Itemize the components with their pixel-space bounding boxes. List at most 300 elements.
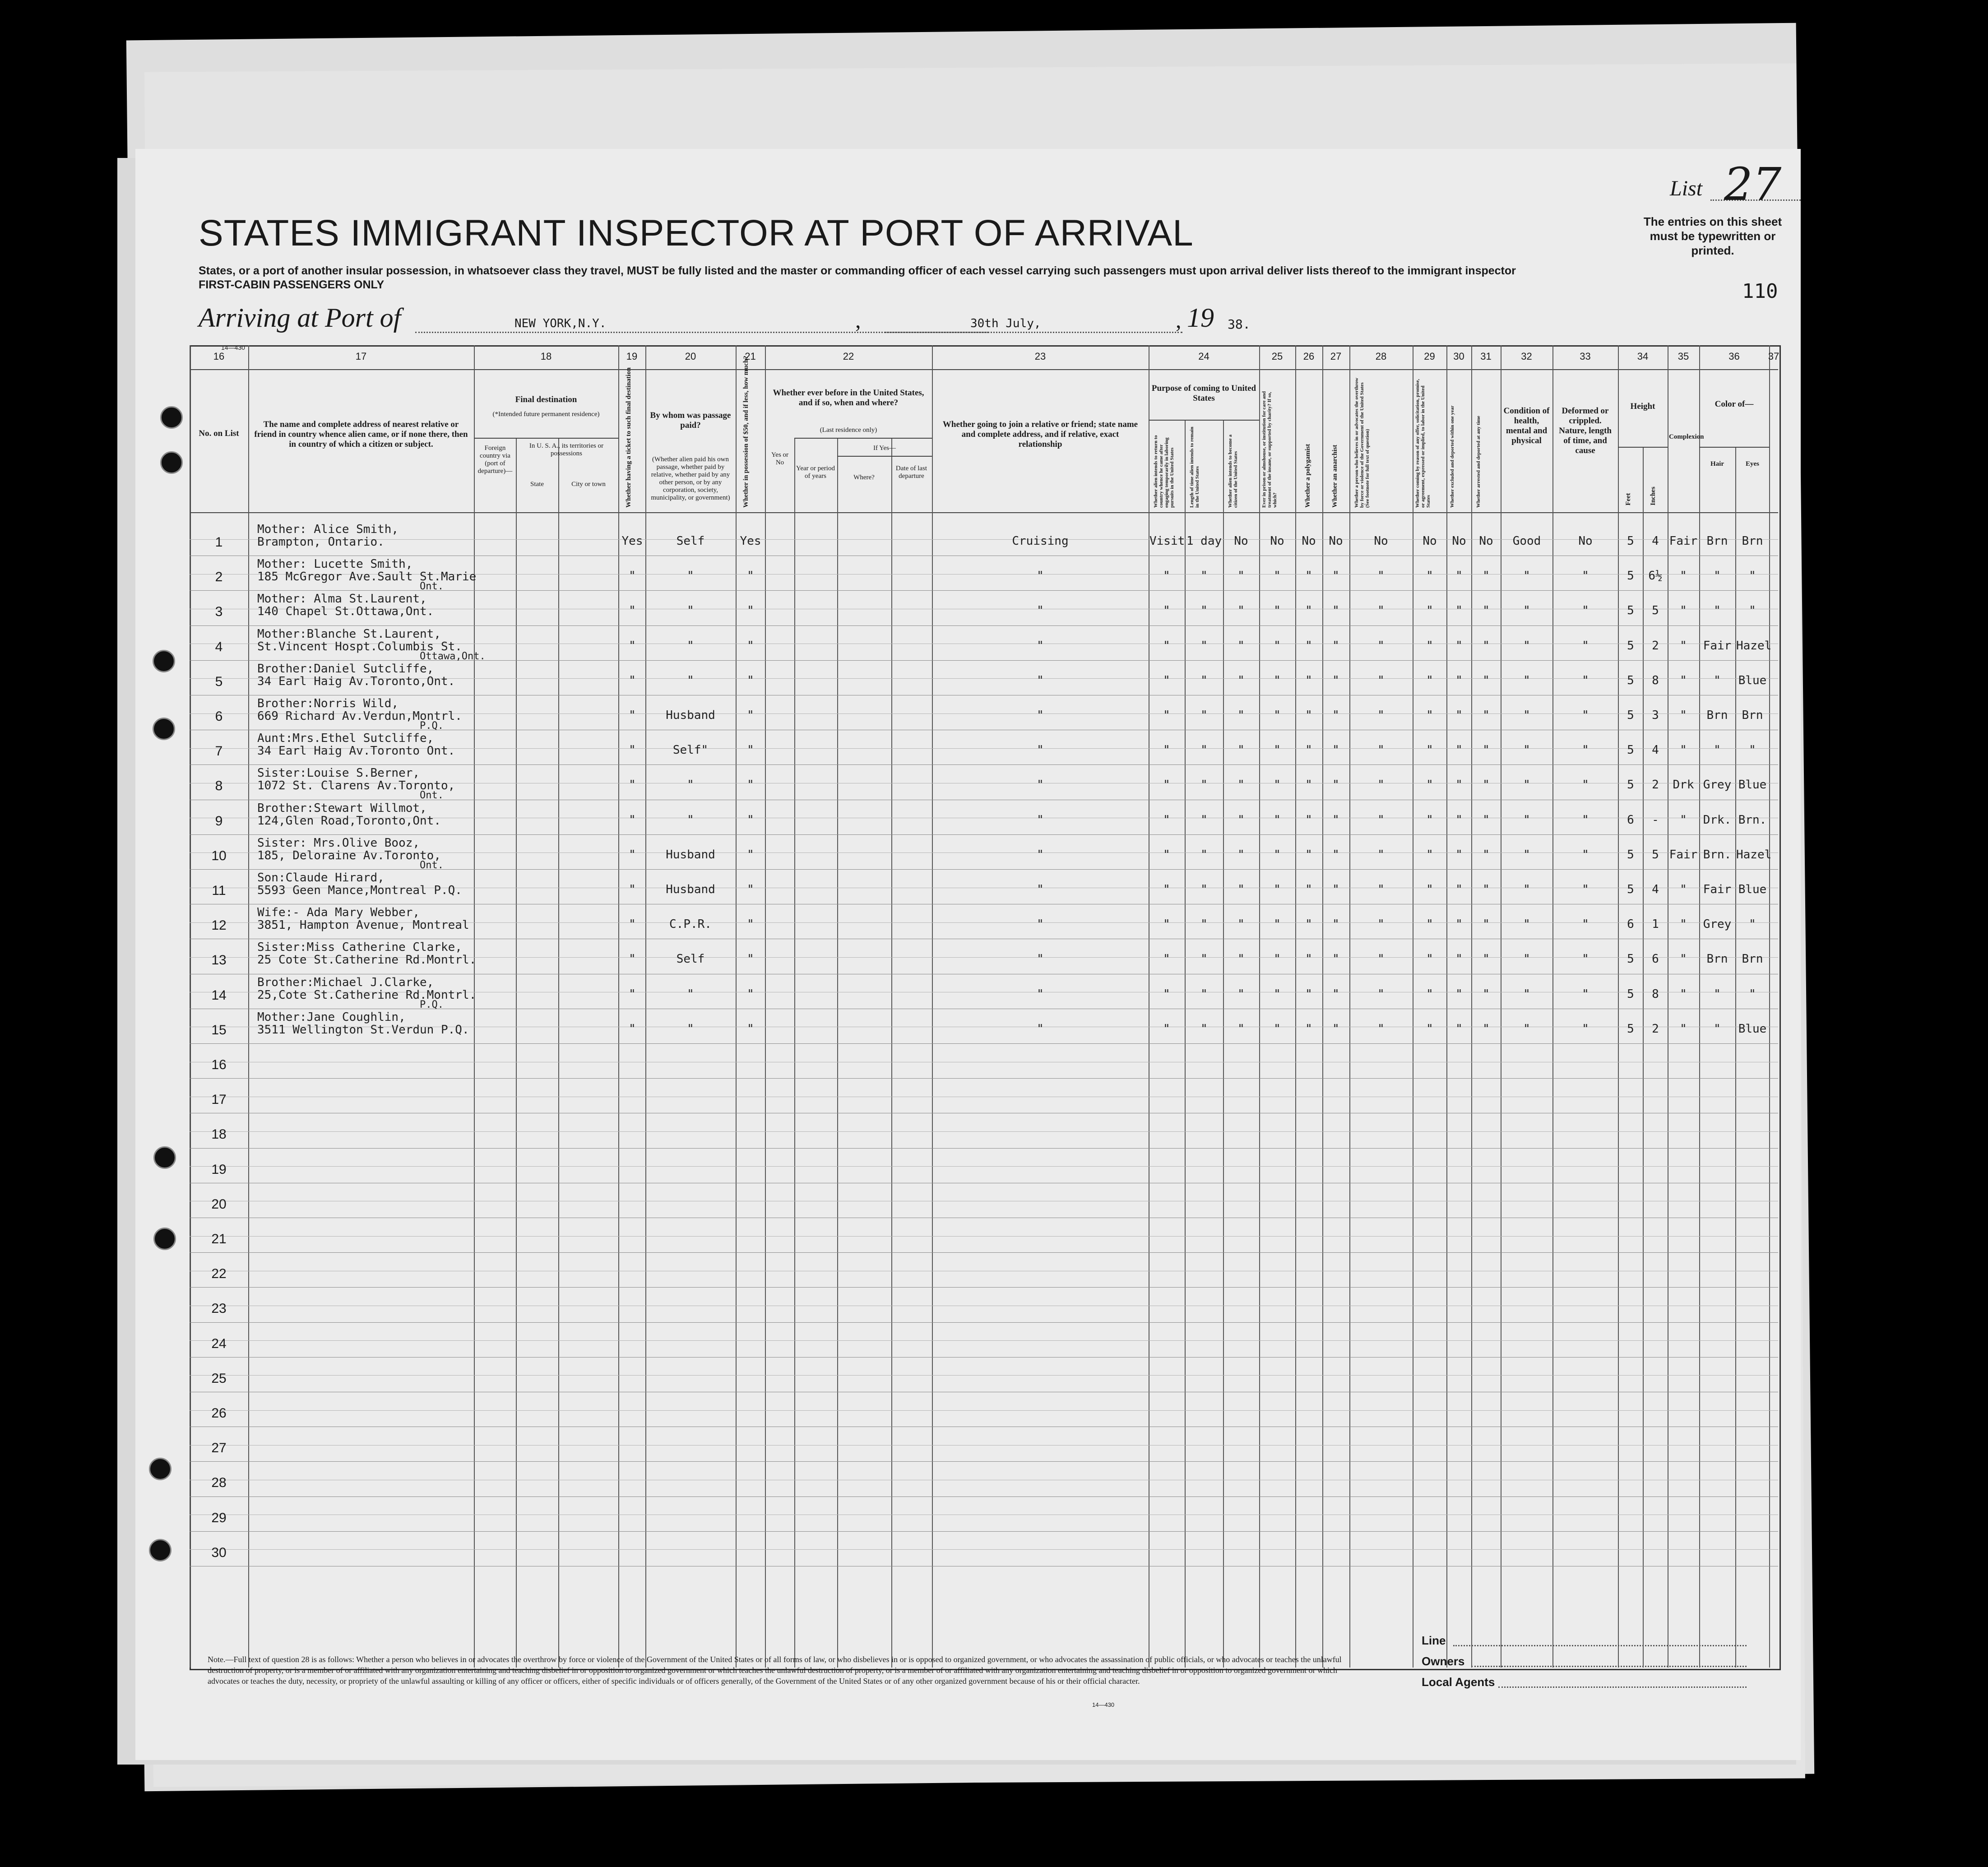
cell-health: "	[1523, 848, 1530, 862]
cell-complexion: "	[1680, 987, 1687, 1001]
cell-p24c: "	[1237, 673, 1245, 687]
cell-c30: "	[1455, 813, 1463, 827]
cell-deformed: No	[1578, 534, 1593, 548]
relative-name: Mother: Alma St.Laurent,	[257, 592, 427, 606]
cell-inches: -	[1652, 813, 1659, 827]
cell-c27: "	[1332, 743, 1339, 757]
header-purpose-b: Length of time alien intends to remain in the United States	[1189, 426, 1200, 508]
cell-paid: "	[687, 673, 694, 687]
cell-c29: "	[1426, 639, 1433, 653]
cell-c29: "	[1426, 952, 1433, 966]
cell-ticket: "	[629, 848, 636, 862]
cell-complexion: "	[1680, 1022, 1687, 1036]
cell-c26: "	[1305, 569, 1312, 583]
cell-p24b: "	[1200, 743, 1208, 757]
cell-complexion: "	[1680, 604, 1687, 618]
cell-p24b: "	[1200, 883, 1208, 896]
cell-c28: "	[1377, 883, 1385, 896]
header-no-on-list: No. on List	[199, 429, 239, 438]
header-polygamist: Whether a polygamist	[1304, 444, 1311, 508]
relative-name: Brother:Daniel Sutcliffe,	[257, 662, 434, 676]
cell-health: "	[1523, 639, 1530, 653]
header-passage-paid: By whom was passage paid?	[650, 411, 731, 430]
cell-health: "	[1523, 917, 1530, 931]
cell-complexion: Fair	[1669, 848, 1698, 862]
header-purpose-c: Whether alien intends to become a citizen of the United States	[1228, 434, 1238, 508]
cell-c26: "	[1305, 1022, 1312, 1036]
row-rule	[190, 1461, 1778, 1462]
cell-c26: "	[1305, 743, 1312, 757]
cell-eyes: Blue	[1738, 673, 1767, 687]
punch-hole	[149, 1458, 171, 1480]
cell-p24a: "	[1163, 883, 1170, 896]
cell-inches: 4	[1652, 883, 1659, 896]
cell-c26: "	[1305, 709, 1312, 722]
cell-c29: No	[1423, 534, 1437, 548]
header-joining-relative: Whether going to join a relative or friend; state name and complete address, and if relative, exact relationship	[942, 420, 1138, 449]
row-rule	[190, 625, 1778, 626]
cell-hair: Brn	[1706, 709, 1728, 722]
cell-eyes: Brn	[1742, 709, 1763, 722]
cell-feet: 5	[1627, 743, 1634, 757]
col-rule	[1769, 345, 1770, 1668]
cell-health: "	[1523, 709, 1530, 722]
cell-ticket: "	[629, 639, 636, 653]
cell-c30: "	[1455, 569, 1463, 583]
punch-hole	[160, 406, 183, 429]
cell-hair: Drk.	[1703, 813, 1732, 827]
header-deformed: Deformed or crippled. Nature, length of time, and cause	[1559, 406, 1612, 455]
cell-c28: No	[1374, 534, 1388, 548]
manifest-sheet	[135, 149, 1801, 1760]
relative-address-cont: Ottawa,Ont.	[420, 650, 486, 662]
header-final-destination-note: (*Intended future permanent residence)	[492, 411, 600, 418]
row-number: 5	[215, 674, 223, 689]
header-q28: Whether a person who believes in or advocates the overthrow by force or violence of the Government of the United States (See footnote for full text of question)	[1354, 377, 1370, 508]
cell-c29: "	[1426, 883, 1433, 896]
cell-fifty: "	[747, 848, 754, 862]
row-number: 22	[211, 1266, 227, 1282]
row-subrule	[190, 1236, 1778, 1237]
cell-p24c: "	[1237, 848, 1245, 862]
list-label: List	[1670, 176, 1703, 200]
cell-p24b: "	[1200, 569, 1208, 583]
column-number: 36	[1728, 351, 1740, 362]
cell-c30: "	[1455, 639, 1463, 653]
cell-joining: "	[1037, 709, 1044, 722]
cell-feet: 5	[1627, 709, 1634, 722]
cell-c25: "	[1274, 883, 1281, 896]
cell-ticket: "	[629, 917, 636, 931]
cell-eyes: "	[1749, 743, 1756, 757]
cell-c31: "	[1483, 987, 1490, 1001]
cell-c31: "	[1483, 604, 1490, 618]
cell-p24a: "	[1163, 813, 1170, 827]
punch-hole	[153, 650, 175, 672]
relative-address: 34 Earl Haig Av.Toronto,Ont.	[257, 674, 455, 688]
col-rule	[1643, 447, 1644, 1668]
row-rule	[190, 1322, 1778, 1323]
cell-hair: "	[1714, 987, 1721, 1001]
cell-c25: "	[1274, 639, 1281, 653]
cell-fifty: "	[747, 604, 754, 618]
cell-feet: 5	[1627, 604, 1634, 618]
header-q31: Whether arrested and deported at any time	[1476, 416, 1481, 508]
cell-c29: "	[1426, 743, 1433, 757]
header-last-residence: (Last residence only)	[820, 426, 877, 434]
cell-c25: "	[1274, 569, 1281, 583]
column-number: 29	[1424, 351, 1435, 362]
line-field	[1453, 1645, 1747, 1646]
relative-name: Wife:- Ada Mary Webber,	[257, 906, 420, 920]
cell-paid: "	[687, 987, 694, 1001]
cell-c28: "	[1377, 813, 1385, 827]
cell-fifty: "	[747, 1022, 754, 1036]
cell-inches: 6½	[1648, 569, 1663, 583]
cell-c25: "	[1274, 952, 1281, 966]
cell-eyes: Brn	[1742, 534, 1763, 548]
cell-paid: "	[687, 569, 694, 583]
cell-c27: "	[1332, 848, 1339, 862]
cell-feet: 5	[1627, 883, 1634, 896]
header-rule	[190, 369, 1778, 370]
cell-deformed: "	[1582, 1022, 1589, 1036]
row-rule	[190, 764, 1778, 765]
cell-health: "	[1523, 604, 1530, 618]
relative-name: Sister:Louise S.Berner,	[257, 766, 420, 780]
cell-deformed: "	[1582, 639, 1589, 653]
cell-hair: "	[1714, 569, 1721, 583]
row-number: 21	[211, 1232, 227, 1246]
cell-ticket: Yes	[621, 534, 643, 548]
header-year-period: Year or period of years	[796, 465, 835, 480]
row-number: 9	[215, 813, 223, 829]
cell-fifty: "	[747, 743, 754, 757]
cell-feet: 5	[1627, 848, 1634, 862]
row-rule	[190, 834, 1778, 835]
column-number: 17	[355, 351, 367, 362]
form-code: 14—430	[1092, 1701, 1115, 1708]
cell-ticket: "	[629, 604, 636, 618]
agents-field	[1498, 1686, 1747, 1688]
cell-joining: "	[1037, 569, 1044, 583]
cell-complexion: "	[1680, 639, 1687, 653]
relative-address: 25 Cote St.Catherine Rd.Montrl.	[257, 953, 477, 967]
cell-c30: "	[1455, 848, 1463, 862]
cell-ticket: "	[629, 813, 636, 827]
row-rule	[190, 1287, 1778, 1288]
cell-p24a: "	[1163, 709, 1170, 722]
cell-c31: "	[1483, 883, 1490, 896]
cell-c27: "	[1332, 1022, 1339, 1036]
cell-deformed: "	[1582, 673, 1589, 687]
cell-c25: "	[1274, 778, 1281, 792]
header-condition: Condition of health, mental and physical	[1503, 406, 1550, 445]
cell-paid: "	[687, 813, 694, 827]
column-number: 28	[1375, 351, 1387, 362]
cell-c27: "	[1332, 778, 1339, 792]
row-number: 14	[211, 987, 227, 1003]
cell-joining: Cruising	[1012, 534, 1069, 548]
cell-c29: "	[1426, 778, 1433, 792]
cell-complexion: "	[1680, 709, 1687, 722]
cell-p24a: "	[1163, 743, 1170, 757]
punch-hole	[160, 451, 183, 474]
row-rule	[190, 1148, 1778, 1149]
cell-c30: "	[1455, 709, 1463, 722]
cell-joining: "	[1037, 813, 1044, 827]
cell-p24a: "	[1163, 987, 1170, 1001]
cell-hair: Brn	[1706, 534, 1728, 548]
cell-joining: "	[1037, 639, 1044, 653]
cell-fifty: "	[747, 952, 754, 966]
column-number: 27	[1330, 351, 1342, 362]
date-value: 30th July,	[970, 317, 1041, 330]
cell-p24b: "	[1200, 639, 1208, 653]
cell-c29: "	[1426, 569, 1433, 583]
header-height: Height	[1630, 402, 1655, 411]
row-rule	[190, 1252, 1778, 1253]
header-rule	[1618, 447, 1668, 448]
relative-address: 1072 St. Clarens Av.Toronto,	[257, 779, 455, 793]
cell-c31: "	[1483, 813, 1490, 827]
cell-p24b: "	[1200, 604, 1208, 618]
form-code: 14—430	[221, 344, 245, 351]
row-number: 12	[211, 918, 227, 933]
relative-address: 669 Richard Av.Verdun,Montrl.	[257, 709, 462, 723]
cell-eyes: "	[1749, 604, 1756, 618]
cell-c31: "	[1483, 1022, 1490, 1036]
cell-c25: "	[1274, 709, 1281, 722]
cell-c31: "	[1483, 778, 1490, 792]
comma: ,	[1176, 307, 1182, 333]
relative-name: Brother:Michael J.Clarke,	[257, 975, 434, 989]
cell-c25: "	[1274, 673, 1281, 687]
cell-c30: "	[1455, 883, 1463, 896]
cell-eyes: Blue	[1738, 778, 1767, 792]
cell-ticket: "	[629, 709, 636, 722]
cell-joining: "	[1037, 952, 1044, 966]
cell-c31: No	[1479, 534, 1493, 548]
row-subrule	[190, 1340, 1778, 1341]
cell-fifty: Yes	[740, 534, 761, 548]
cell-hair: "	[1714, 604, 1721, 618]
header-rule	[1699, 447, 1769, 448]
cell-complexion: "	[1680, 813, 1687, 827]
cell-complexion: "	[1680, 917, 1687, 931]
header-possession-50: Whether in possession of $50, and if less, how much?	[742, 356, 750, 508]
entries-note: The entries on this sheet must be typewritten or printed.	[1643, 215, 1782, 257]
cell-c29: "	[1426, 709, 1433, 722]
cell-joining: "	[1037, 673, 1044, 687]
cell-p24b: 1 day	[1186, 534, 1222, 548]
cell-c28: "	[1377, 917, 1385, 931]
relative-address: 3851, Hampton Avenue, Montreal	[257, 918, 469, 932]
date-line	[885, 332, 1182, 333]
row-number: 18	[211, 1127, 227, 1142]
cell-inches: 2	[1652, 639, 1659, 653]
col-rule	[1735, 447, 1736, 1668]
relative-name: Mother:Blanche St.Laurent,	[257, 627, 441, 641]
cell-p24a: "	[1163, 778, 1170, 792]
row-rule	[190, 1078, 1778, 1079]
cell-joining: "	[1037, 778, 1044, 792]
cell-paid: "	[687, 604, 694, 618]
row-number: 27	[211, 1441, 227, 1456]
cell-paid: C.P.R.	[669, 917, 712, 931]
relative-address-cont: Ont.	[420, 790, 444, 801]
cell-eyes: "	[1749, 917, 1756, 931]
cell-p24b: "	[1200, 987, 1208, 1001]
header-before-in-us: Whether ever before in the United States, and if so, when and where?	[773, 388, 924, 408]
column-number: 30	[1453, 351, 1464, 362]
owners-label: Owners	[1422, 1654, 1465, 1668]
cell-c26: "	[1305, 987, 1312, 1001]
column-number: 18	[540, 351, 552, 362]
cell-joining: "	[1037, 848, 1044, 862]
cell-feet: 6	[1627, 813, 1634, 827]
cell-c25: "	[1274, 743, 1281, 757]
cell-eyes: Blue	[1738, 883, 1767, 896]
header-hair: Hair	[1710, 460, 1724, 468]
cell-deformed: "	[1582, 848, 1589, 862]
cell-complexion: "	[1680, 952, 1687, 966]
owners-field	[1471, 1666, 1747, 1667]
cell-ticket: "	[629, 673, 636, 687]
cell-deformed: "	[1582, 813, 1589, 827]
cell-p24c: No	[1234, 534, 1248, 548]
header-rule	[837, 456, 932, 457]
cell-health: "	[1523, 813, 1530, 827]
punch-hole	[153, 1146, 176, 1169]
cell-feet: 5	[1627, 639, 1634, 653]
cell-c25: "	[1274, 848, 1281, 862]
cell-p24c: "	[1237, 569, 1245, 583]
cell-p24b: "	[1200, 917, 1208, 931]
cell-p24c: "	[1237, 743, 1245, 757]
cell-eyes: "	[1749, 569, 1756, 583]
row-subrule	[190, 1375, 1778, 1376]
cell-c30: "	[1455, 917, 1463, 931]
cell-inches: 2	[1652, 778, 1659, 792]
cell-inches: 4	[1652, 743, 1659, 757]
cell-c29: "	[1426, 673, 1433, 687]
cell-joining: "	[1037, 917, 1044, 931]
cell-p24a: "	[1163, 952, 1170, 966]
relative-address-cont: Ont.	[420, 859, 444, 871]
cell-c28: "	[1377, 673, 1385, 687]
cell-feet: 5	[1627, 569, 1634, 583]
cell-p24a: "	[1163, 1022, 1170, 1036]
cell-health: "	[1523, 883, 1530, 896]
cell-deformed: "	[1582, 569, 1589, 583]
header-inches: Inches	[1650, 486, 1657, 505]
relative-name: Aunt:Mrs.Ethel Sutcliffe,	[257, 732, 434, 746]
header-prison: Ever in prison or almshouse, or institution for care and treatment of the insane, or supported by charity? If so, which?	[1261, 391, 1278, 508]
cell-inches: 4	[1652, 534, 1659, 548]
cell-joining: "	[1037, 883, 1044, 896]
cell-c31: "	[1483, 743, 1490, 757]
cell-complexion: Drk	[1673, 778, 1694, 792]
cell-c30: "	[1455, 604, 1463, 618]
cell-p24a: "	[1163, 917, 1170, 931]
relative-address-cont: P.Q.	[420, 720, 444, 732]
cell-fifty: "	[747, 987, 754, 1001]
comma: ,	[855, 307, 861, 333]
cell-c26: "	[1305, 778, 1312, 792]
column-number: 37	[1768, 351, 1779, 362]
cell-paid: Husband	[666, 848, 715, 862]
cell-health: "	[1523, 952, 1530, 966]
header-purpose: Purpose of coming to United States	[1151, 384, 1256, 403]
header-feet: Feet	[1625, 493, 1632, 505]
header-color-of: Color of—	[1715, 399, 1754, 409]
row-number: 19	[211, 1162, 227, 1177]
row-number: 4	[215, 639, 223, 654]
cell-p24b: "	[1200, 778, 1208, 792]
column-number: 24	[1198, 351, 1209, 362]
header-final-destination: Final destination	[515, 395, 577, 404]
cell-p24c: "	[1237, 952, 1245, 966]
cell-c31: "	[1483, 917, 1490, 931]
header-rule	[190, 512, 1778, 513]
row-number: 25	[211, 1371, 227, 1386]
row-subrule	[190, 1131, 1778, 1132]
cell-c30: "	[1455, 952, 1463, 966]
cell-feet: 5	[1627, 952, 1634, 966]
cell-fifty: "	[747, 709, 754, 722]
cell-c27: "	[1332, 917, 1339, 931]
cell-c27: "	[1332, 709, 1339, 722]
row-subrule	[190, 1166, 1778, 1167]
cell-c30: "	[1455, 743, 1463, 757]
row-number: 20	[211, 1196, 227, 1212]
cell-c28: "	[1377, 639, 1385, 653]
arriving-label: Arriving at Port of	[199, 303, 401, 333]
cell-c27: "	[1332, 604, 1339, 618]
cell-deformed: "	[1582, 778, 1589, 792]
cell-feet: 6	[1627, 917, 1634, 931]
cell-c29: "	[1426, 1022, 1433, 1036]
header-rule	[794, 438, 932, 439]
cell-c28: "	[1377, 604, 1385, 618]
col-rule	[248, 345, 249, 1668]
row-rule	[190, 1531, 1778, 1532]
header-ticket: Whether having a ticket to such final destination	[625, 367, 632, 508]
header-passage-note: (Whether alien paid his own passage, whether paid by relative, whether paid by any other person, or by any corporation, society, municipality, or government)	[651, 456, 730, 501]
cell-p24b: "	[1200, 673, 1208, 687]
cell-deformed: "	[1582, 917, 1589, 931]
relative-address: 185 McGregor Ave.Sault St.Marie	[257, 570, 477, 584]
cell-c25: No	[1270, 534, 1284, 548]
cell-health: "	[1523, 673, 1530, 687]
cell-complexion: "	[1680, 743, 1687, 757]
col-rule	[837, 438, 838, 1668]
column-number: 20	[685, 351, 696, 362]
cell-hair: "	[1714, 1022, 1721, 1036]
cell-eyes: Hazel	[1736, 639, 1772, 653]
cell-c31: "	[1483, 952, 1490, 966]
header-yes-or-no: Yes or No	[771, 451, 789, 466]
cell-feet: 5	[1627, 1022, 1634, 1036]
cell-hair: Brn.	[1703, 848, 1732, 862]
column-number: 22	[843, 351, 854, 362]
header-q30: Whether excluded and deported within one year	[1450, 405, 1455, 508]
cell-feet: 5	[1627, 673, 1634, 687]
cell-c25: "	[1274, 917, 1281, 931]
cell-joining: "	[1037, 743, 1044, 757]
header-purpose-a: Whether alien intends to return to country whence he came after engaging temporarily in laboring pursuits in the United States	[1153, 435, 1175, 508]
